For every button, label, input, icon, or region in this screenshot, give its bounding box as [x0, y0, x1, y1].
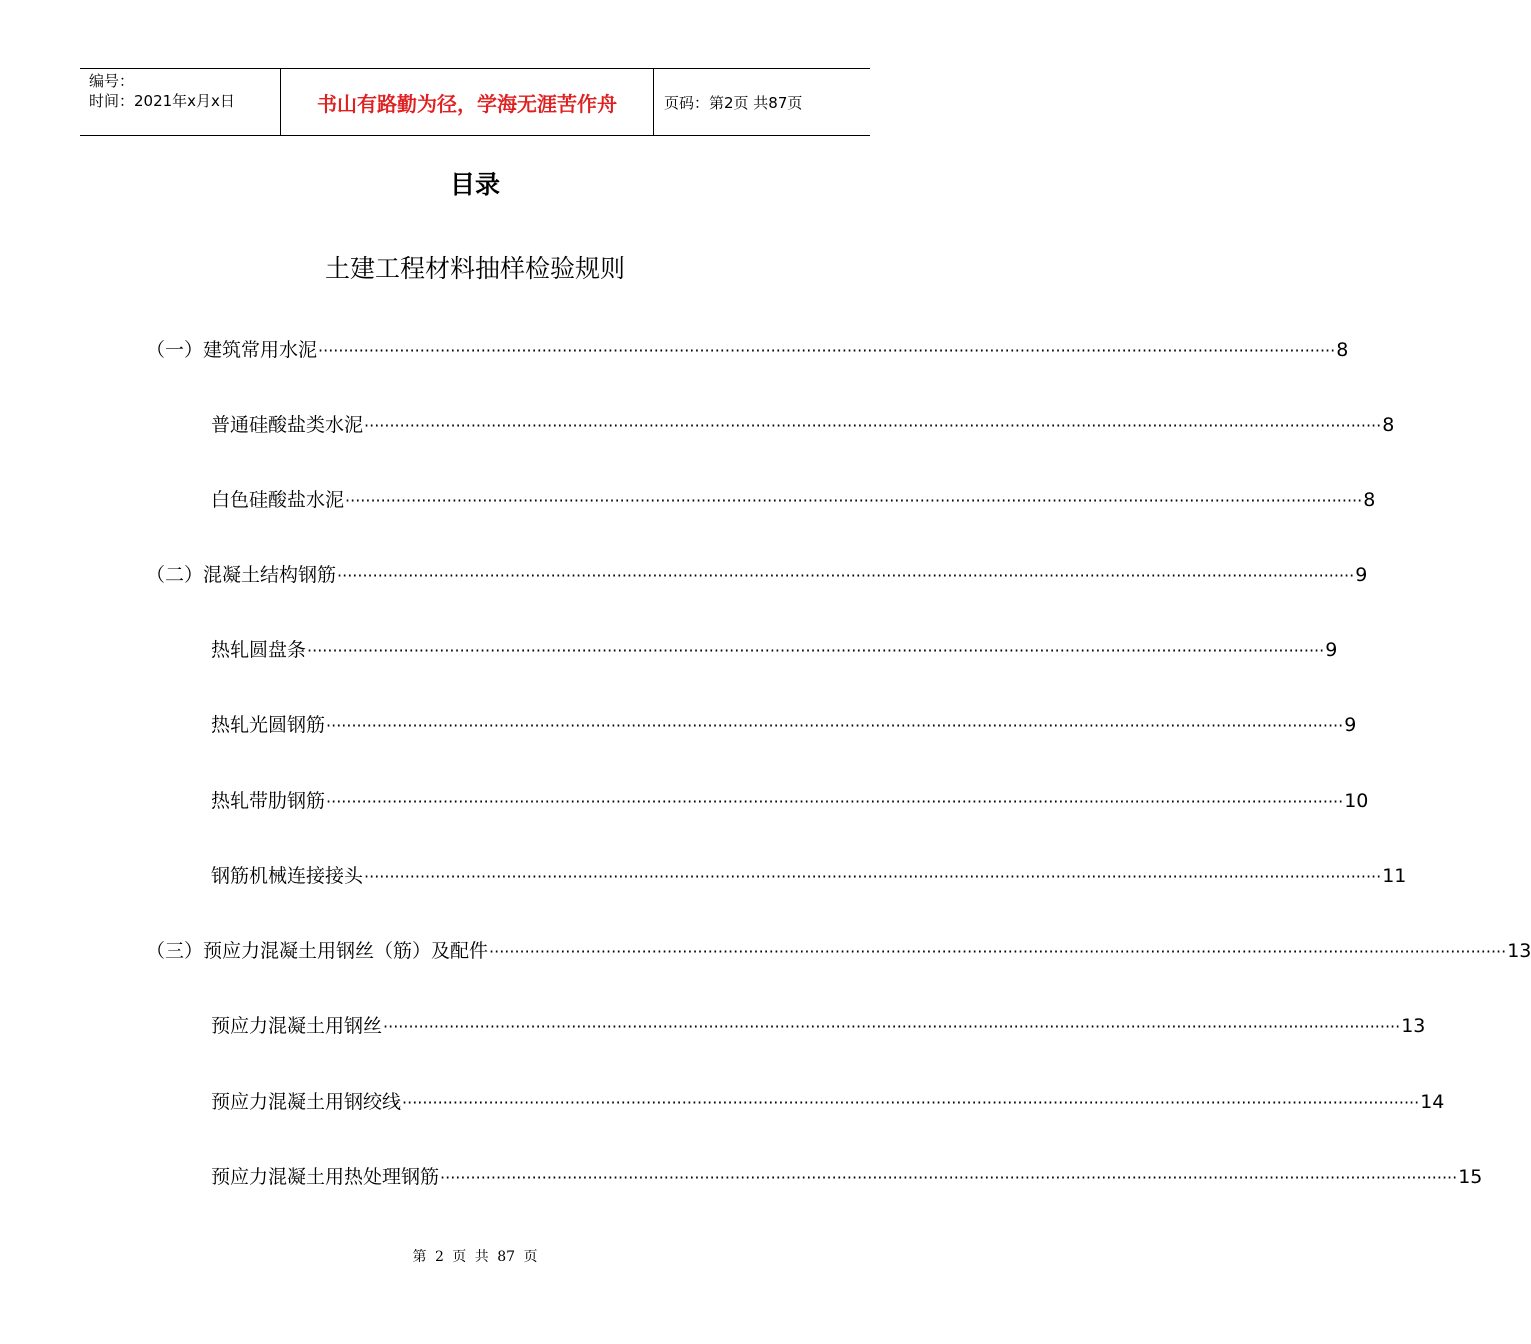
toc-entry-page: 13: [1401, 1015, 1426, 1037]
toc-entry[interactable]: [211, 1013, 1426, 1040]
toc-entry[interactable]: [211, 487, 1376, 514]
toc-entry-page: 13: [1507, 940, 1531, 962]
toc-entry[interactable]: [211, 412, 1395, 439]
toc-leader-dots: ········································································································································································································: [440, 1168, 1458, 1187]
toc-entry-page: 9: [1344, 714, 1357, 736]
toc-entry[interactable]: [211, 1164, 1483, 1191]
header-page-info: 页码：第2页 共87页: [664, 93, 803, 112]
toc-entry-label: （二）混凝土结构钢筋: [146, 564, 337, 586]
toc-entry-label: 钢筋机械连接接头: [211, 865, 364, 887]
toc-entry-label: 预应力混凝土用钢丝: [211, 1015, 383, 1037]
toc-entry-label: 预应力混凝土用钢绞线: [211, 1091, 402, 1113]
toc-entry[interactable]: [211, 788, 1369, 815]
toc-entry-page: 10: [1344, 790, 1369, 812]
page-footer: 第 2 页 共 87 页: [412, 1249, 538, 1265]
toc-entry[interactable]: [211, 863, 1407, 890]
toc-entry-page: 9: [1325, 639, 1338, 661]
toc-entry[interactable]: [146, 938, 1531, 965]
toc-leader-dots: ········································································································································································································: [326, 716, 1344, 735]
toc-entry-page: 8: [1363, 489, 1376, 511]
toc-entry[interactable]: [211, 712, 1357, 739]
toc-entry-page: 14: [1420, 1091, 1445, 1113]
toc-entry-page: 8: [1336, 339, 1349, 361]
toc-entry-page: 8: [1382, 414, 1395, 436]
toc-leader-dots: ········································································································································································································: [383, 1017, 1401, 1036]
toc-entry-label: （一）建筑常用水泥: [146, 339, 318, 361]
toc-leader-dots: ········································································································································································································: [364, 416, 1382, 435]
toc-leader-dots: ········································································································································································································: [489, 942, 1507, 961]
toc-leader-dots: ········································································································································································································: [364, 867, 1382, 886]
toc-leader-dots: ········································································································································································································: [337, 566, 1355, 585]
toc-entry[interactable]: [146, 337, 1349, 364]
toc-entry-page: 11: [1382, 865, 1407, 887]
toc-entry-label: 普通硅酸盐类水泥: [211, 414, 364, 436]
toc-leader-dots: ········································································································································································································: [318, 341, 1336, 360]
toc-entry[interactable]: [146, 562, 1368, 589]
toc-leader-dots: ········································································································································································································: [345, 491, 1363, 510]
toc-entry-label: 预应力混凝土用热处理钢筋: [211, 1166, 440, 1188]
toc-entry-label: 热轧带肋钢筋: [211, 790, 326, 812]
toc-leader-dots: ········································································································································································································: [402, 1093, 1420, 1112]
document-number-label: 编号：: [89, 72, 135, 90]
toc-entry-label: 热轧光圆钢筋: [211, 714, 326, 736]
toc-entry-page: 9: [1355, 564, 1368, 586]
toc-entry-page: 15: [1458, 1166, 1483, 1188]
page-title: 目录: [449, 170, 500, 199]
toc-entry-label: （三）预应力混凝土用钢丝（筋）及配件: [146, 940, 489, 962]
toc-leader-dots: ········································································································································································································: [307, 641, 1325, 660]
toc-entry[interactable]: [211, 637, 1338, 664]
header-motto: 书山有路勤为径，学海无涯苦作舟: [281, 69, 654, 135]
toc-entry[interactable]: [211, 1089, 1445, 1116]
toc-leader-dots: ········································································································································································································: [326, 792, 1344, 811]
document-time-label: 时间：2021年x月x日: [89, 92, 235, 110]
toc-entry-label: 热轧圆盘条: [211, 639, 307, 661]
toc-entry-label: 白色硅酸盐水泥: [211, 489, 345, 511]
document-subtitle: 土建工程材料抽样检验规则: [324, 254, 625, 283]
